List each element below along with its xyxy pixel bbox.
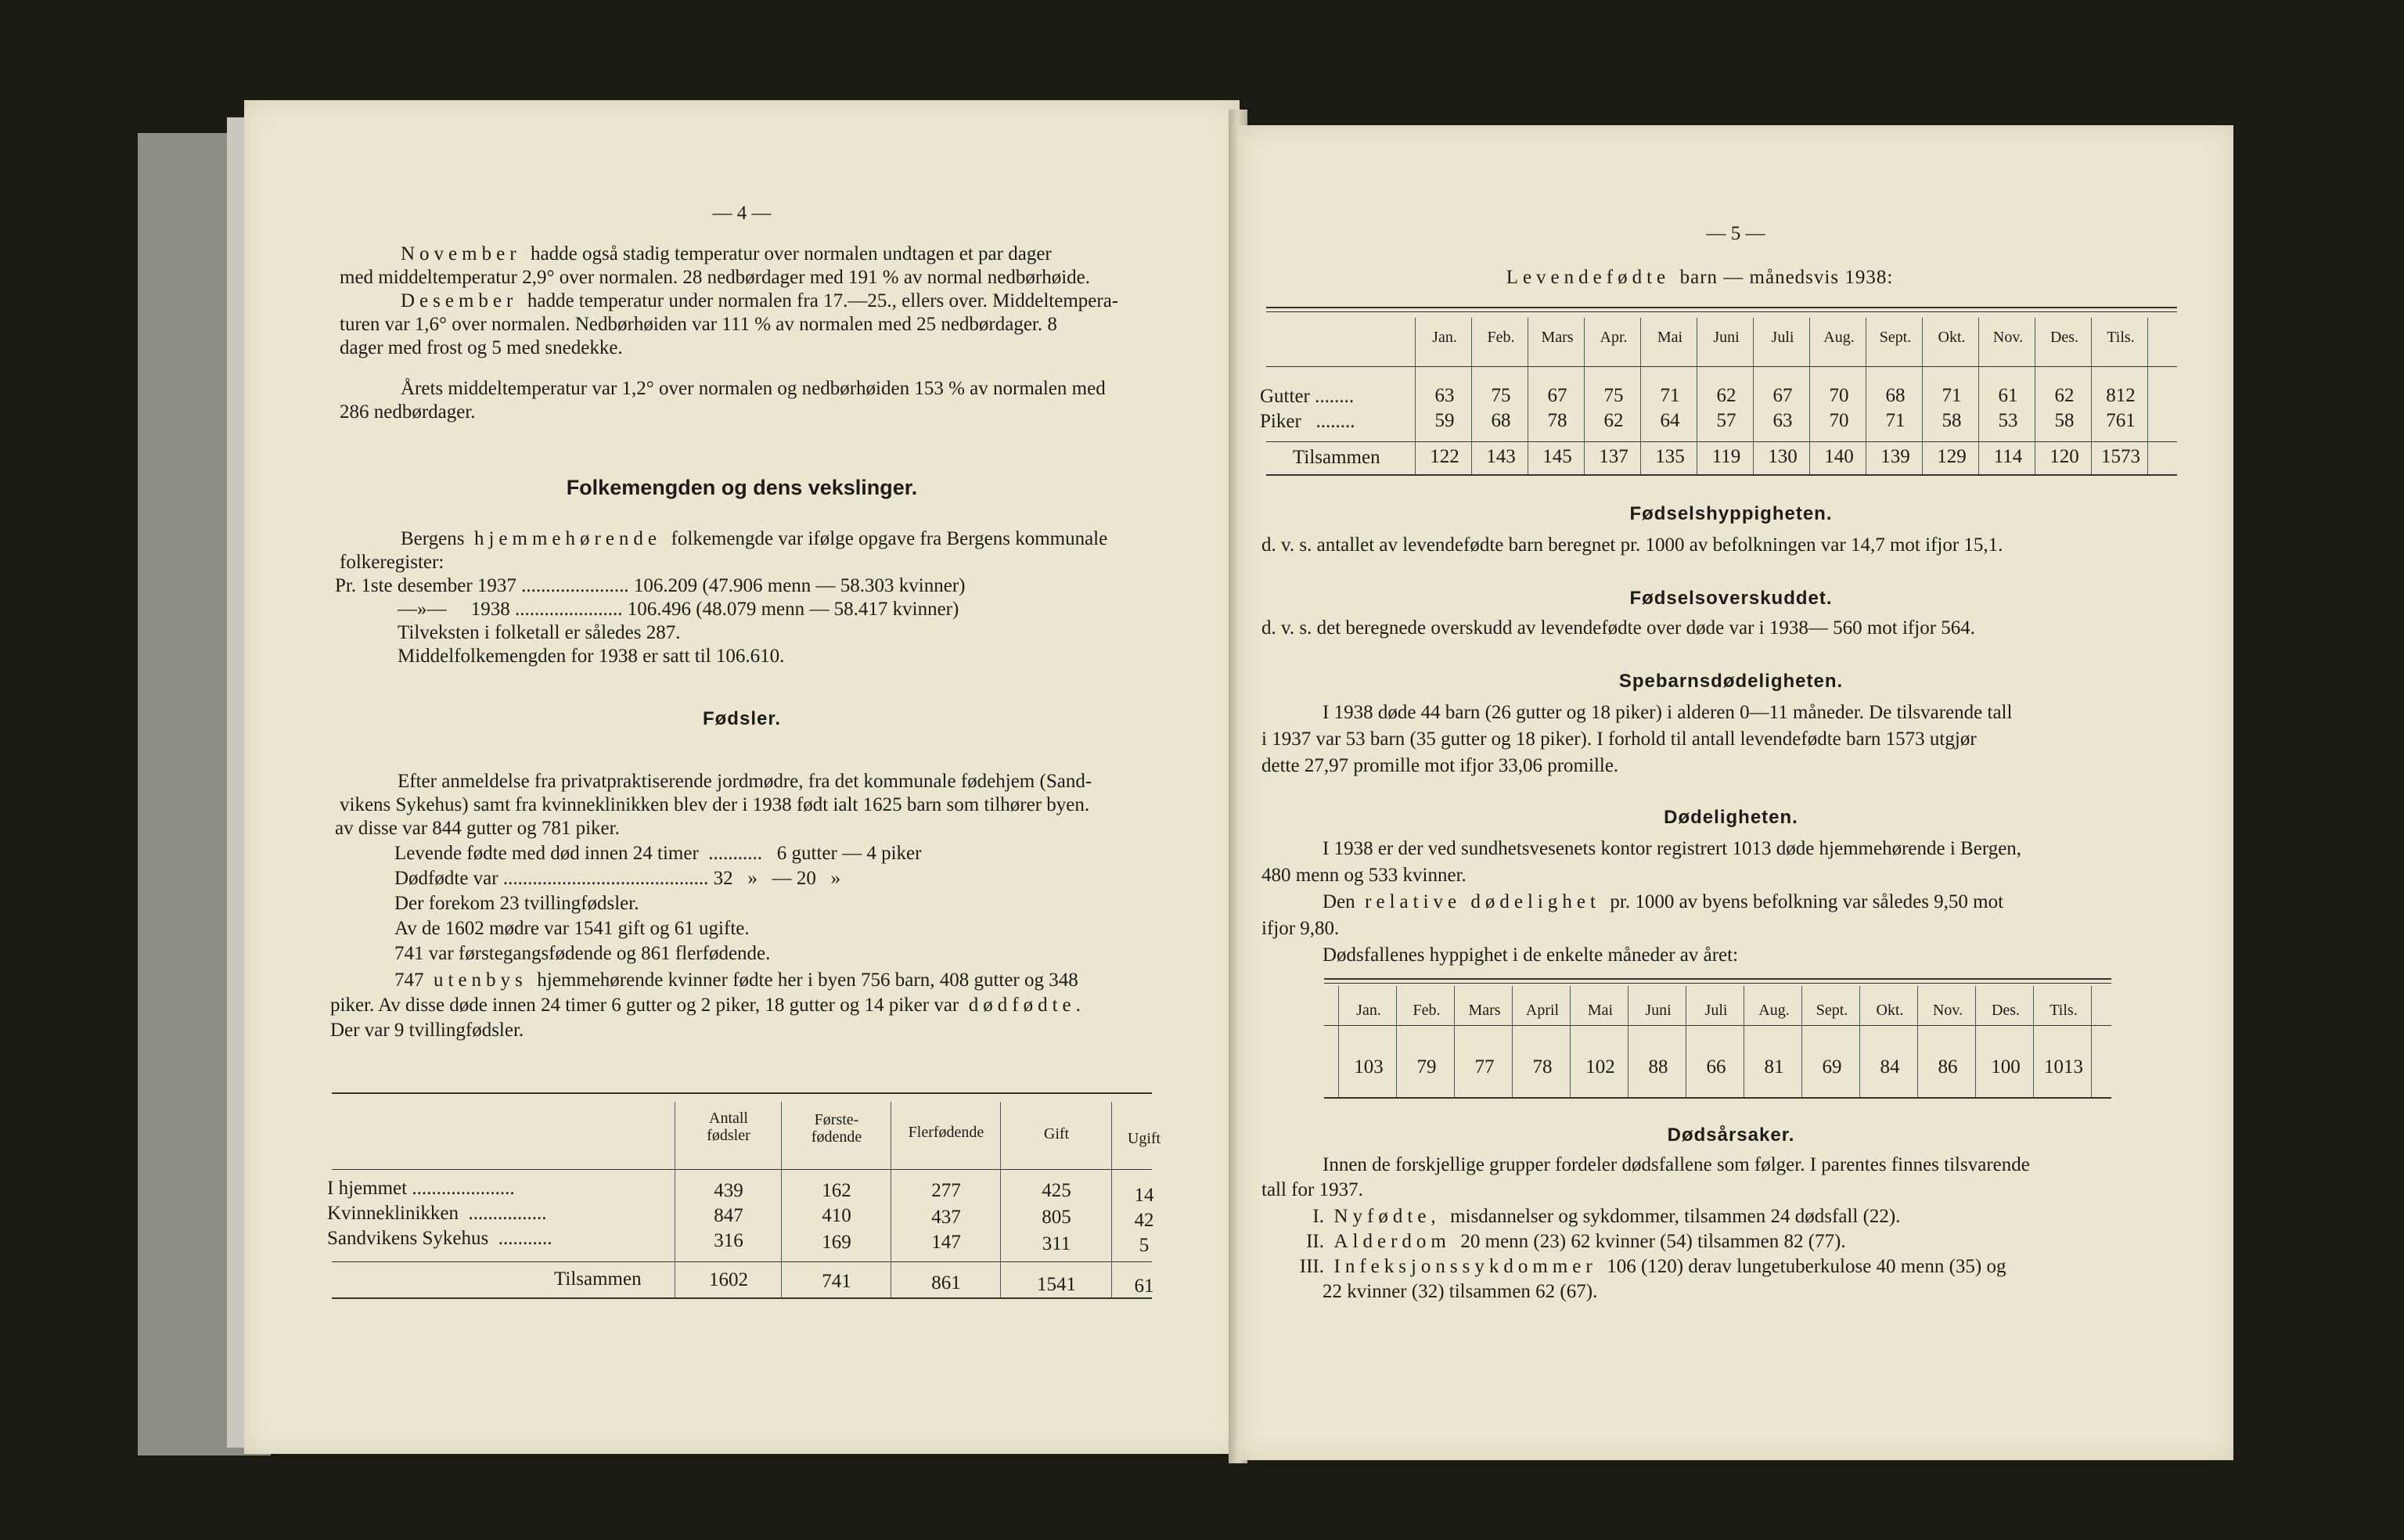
para-aar-line1: Årets middeltemperatur var 1,2° over normalen og nedbørhøiden 153 % av normalen med [401, 378, 1106, 399]
cell: 78 [1532, 1056, 1553, 1078]
fodsler-line1: Efter anmeldelse fra privatpraktiserende jordmødre, fra det kommunale fødehjem (Sand- [398, 771, 1092, 792]
cell: 71 [1660, 385, 1680, 406]
cell: 63 [1772, 410, 1793, 431]
cell: 437 [931, 1207, 961, 1228]
table-bottom-rule [332, 1297, 1152, 1299]
month-header: Aug. [1823, 329, 1855, 346]
cell: 277 [931, 1180, 961, 1201]
cell: 139 [1880, 446, 1910, 467]
cell: 58 [1942, 410, 1962, 431]
table-col-line [781, 1102, 782, 1297]
heading-fodselsoverskudd: Fødselsoverskuddet. [1629, 588, 1833, 609]
folkemengde-middel: Middelfolkemengden for 1938 er satt til 106.610. [398, 646, 785, 667]
heading-dodelighet: Dødeligheten. [1664, 807, 1798, 828]
cell: 140 [1824, 446, 1854, 467]
spebarn-line2: i 1937 var 53 barn (35 gutter og 18 piker). I forhold til antall levendefødte barn 1573 utgjør [1261, 729, 1977, 750]
table-total-label: Tilsammen [1293, 447, 1380, 468]
cell: 75 [1603, 385, 1624, 406]
cell: 145 [1542, 446, 1572, 467]
month-header: Mai [1587, 1002, 1614, 1019]
right-page [1238, 125, 2233, 1460]
table-col-line [1111, 1102, 1112, 1297]
cell: 68 [1885, 385, 1906, 406]
cell: 61 [1998, 385, 2018, 406]
fodsler-utenbys-line3: Der var 9 tvillingfødsler. [330, 1020, 524, 1041]
list-item: II. Alderdom 20 menn (23) 62 kvinner (54) tilsammen 82 (77). [1306, 1231, 1846, 1252]
table-total-rule [1266, 441, 2177, 442]
month-header: Juni [1645, 1002, 1672, 1019]
table-bottom-rule [1324, 1097, 2111, 1099]
dodelighet-line1: I 1938 er der ved sundhetsvesenets kontor registrert 1013 døde hjemmehørende i Bergen, [1323, 838, 2022, 859]
table-col-line [1415, 318, 1416, 474]
cell: 86 [1938, 1056, 1958, 1078]
month-header: Jan. [1356, 1002, 1381, 1019]
para-desember-line1: Desember hadde temperatur under normalen fra 17.—25., ellers over. Middeltempera- [401, 290, 1119, 311]
cell: 66 [1706, 1056, 1726, 1078]
cell: 63 [1434, 385, 1455, 406]
cell: 71 [1942, 385, 1962, 406]
table-top-rule-2 [1266, 311, 2177, 312]
month-header: Tils. [2107, 329, 2135, 346]
th-antall: Antall fødsler [707, 1110, 750, 1144]
text-fodselsoverskudd: d. v. s. det beregnede overskudd av levendefødte over døde var i 1938— 560 mot ifjor 564. [1261, 617, 1976, 639]
month-header: Sept. [1816, 1002, 1848, 1019]
folkemengde-tilveksten: Tilveksten i folketall er således 287. [398, 622, 681, 643]
heading-folkemengden: Folkemengden og dens vekslinger. [566, 476, 918, 499]
month-header: Okt. [1938, 329, 1966, 346]
month-header: Feb. [1487, 329, 1515, 346]
heading-dodsarsaker: Dødsårsaker. [1667, 1124, 1795, 1146]
cell: 53 [1998, 410, 2018, 431]
month-header: Mars [1541, 329, 1574, 346]
month-header: Feb. [1413, 1002, 1441, 1019]
cell: 75 [1491, 385, 1511, 406]
folkemengde-row2: —»— 1938 ...................... 106.496 (48.079 menn — 58.417 kvinner) [398, 599, 959, 620]
table-top-rule [1324, 978, 2111, 980]
dodelighet-line2: 480 menn og 533 kvinner. [1261, 865, 1467, 886]
month-header: Des. [1991, 1002, 2021, 1019]
table-header-rule [332, 1169, 1152, 1170]
th-forstefodende: Første- fødende [811, 1111, 862, 1146]
dodelighet-line5: Dødsfallenes hyppighet i de enkelte måneder av året: [1323, 945, 1739, 966]
cell: 122 [1430, 446, 1459, 467]
month-header: Des. [2050, 329, 2079, 346]
page-number: — 4 — [712, 203, 772, 224]
heading-fodselshyppighet: Fødselshyppigheten. [1629, 503, 1833, 524]
cell: 59 [1434, 410, 1455, 431]
month-header: Nov. [1992, 329, 2024, 346]
cell: 1573 [2101, 446, 2140, 467]
dodelighet-line3: Den relative dødelighet pr. 1000 av byens befolkning var således 9,50 mot [1323, 891, 2004, 912]
heading-fodsler: Fødsler. [702, 708, 782, 729]
month-header: Mai [1657, 329, 1683, 346]
folkemengde-intro: Bergens hjemmehørende folkemengde var ifølge opgave fra Bergens kommunale [401, 528, 1108, 549]
cell: 61 [1134, 1276, 1154, 1297]
month-header: Okt. [1876, 1002, 1904, 1019]
cell: 58 [2054, 410, 2075, 431]
cell: 311 [1042, 1233, 1071, 1254]
dodsarsaker-intro2: tall for 1937. [1261, 1179, 1363, 1200]
month-header: Apr. [1600, 329, 1628, 346]
fodsler-utenbys-line2: piker. Av disse døde innen 24 timer 6 gutter og 2 piker, 18 gutter og 14 piker var dødfødte. [330, 995, 1085, 1016]
table-header-rule [1324, 1025, 2111, 1026]
cell: 64 [1660, 410, 1680, 431]
month-header: Juli [1771, 329, 1794, 346]
cell: 62 [1603, 410, 1624, 431]
cell: 130 [1768, 446, 1798, 467]
cell: 137 [1599, 446, 1628, 467]
para-desember-line3: dager med frost og 5 med snedekke. [340, 337, 623, 358]
cell: 114 [1993, 446, 2023, 467]
page-number: — 5 — [1706, 223, 1765, 244]
th-gift: Gift [1043, 1125, 1070, 1142]
cell: 103 [1354, 1056, 1384, 1078]
cell: 77 [1474, 1056, 1495, 1078]
cell: 1013 [2044, 1056, 2083, 1078]
cell: 67 [1547, 385, 1567, 406]
list-item-continuation: 22 kvinner (32) tilsammen 62 (67). [1323, 1281, 1598, 1302]
fodsler-levende: Levende fødte med død innen 24 timer ........... 6 gutter — 4 piker [394, 843, 922, 864]
para-desember-line2: turen var 1,6° over normalen. Nedbørhøiden var 111 % av normalen med 25 nedbørdager. 8 [340, 314, 1057, 335]
table-top-rule [1266, 307, 2177, 308]
cell: 316 [714, 1230, 743, 1251]
cell: 67 [1772, 385, 1793, 406]
cell: 84 [1880, 1056, 1900, 1078]
table-row: Sandvikens Sykehus ........... [327, 1228, 552, 1249]
cell: 129 [1937, 446, 1967, 467]
cell: 68 [1491, 410, 1511, 431]
month-header: Aug. [1758, 1002, 1790, 1019]
table-row: I hjemmet ..................... [327, 1178, 515, 1199]
table-row-label: Gutter ........ [1260, 386, 1355, 407]
cell: 861 [931, 1272, 961, 1294]
folkemengde-intro-c: folkeregister: [340, 552, 444, 573]
cell: 410 [822, 1205, 851, 1226]
month-header: Juli [1704, 1002, 1728, 1019]
cell: 135 [1655, 446, 1685, 467]
cell: 62 [1716, 385, 1736, 406]
cell: 79 [1416, 1056, 1437, 1078]
th-ugift: Ugift [1127, 1130, 1161, 1147]
cell: 5 [1139, 1235, 1150, 1256]
table-top-rule [332, 1092, 1152, 1094]
cell: 162 [822, 1180, 851, 1201]
month-header: Sept. [1879, 329, 1912, 346]
table-total-label: Tilsammen [554, 1268, 642, 1290]
table-row-label: Piker ........ [1260, 411, 1355, 432]
fodsler-line3: av disse var 844 gutter og 781 piker. [335, 818, 620, 839]
cell: 69 [1822, 1056, 1842, 1078]
table-row: Kvinneklinikken ................ [327, 1203, 547, 1224]
para-november-line1: November hadde også stadig temperatur over normalen undtagen et par dager [401, 243, 1052, 264]
cell: 847 [714, 1205, 743, 1226]
cell: 1541 [1037, 1274, 1076, 1295]
cell: 78 [1547, 410, 1567, 431]
cell: 42 [1134, 1210, 1154, 1231]
cell: 1602 [709, 1269, 748, 1290]
fodsler-utenbys-line1: 747 utenbys hjemmehørende kvinner fødte her i byen 756 barn, 408 gutter og 348 [394, 970, 1078, 991]
cell: 425 [1042, 1180, 1071, 1201]
spebarn-line3: dette 27,97 promille mot ifjor 33,06 promille. [1261, 755, 1619, 776]
cell: 14 [1134, 1185, 1154, 1206]
fodsler-dodfodte: Dødfødte var .......................................... 32 » — 20 » [394, 868, 841, 889]
list-item: III. Infeksjonssykdommer 106 (120) derav lungetuberkulose 40 menn (35) og [1299, 1256, 2006, 1277]
cell: 439 [714, 1180, 743, 1201]
heading-spebarn: Spebarnsdødeligheten. [1618, 671, 1844, 692]
list-item: I. Nyfødte, misdannelser og sykdommer, tilsammen 24 dødsfall (22). [1312, 1206, 1901, 1227]
para-aar-line2: 286 nedbørdager. [340, 401, 476, 423]
fodsler-forstegang: 741 var førstegangsfødende og 861 flerfødende. [394, 943, 771, 964]
cell: 81 [1764, 1056, 1784, 1078]
text-fodselshyppighet: d. v. s. antallet av levendefødte barn beregnet pr. 1000 av befolkningen var 14,7 mot ifjor 15,1. [1261, 534, 2003, 556]
table-top-rule-2 [1324, 983, 2111, 984]
cell: 812 [2106, 385, 2136, 406]
month-header: Tils. [2050, 1002, 2078, 1019]
cell: 102 [1585, 1056, 1615, 1078]
cell: 88 [1648, 1056, 1668, 1078]
cell: 761 [2106, 410, 2136, 431]
month-header: Jan. [1432, 329, 1457, 346]
cell: 119 [1711, 446, 1741, 467]
dodsarsaker-intro1: Innen de forskjellige grupper fordeler dødsfallene som følger. I parentes finnes tilsvarende [1323, 1154, 2030, 1175]
cell: 741 [822, 1271, 851, 1292]
cell: 62 [2054, 385, 2075, 406]
spebarn-line1: I 1938 døde 44 barn (26 gutter og 18 piker) i alderen 0—11 måneder. De tilsvarende tall [1323, 702, 2013, 723]
fodsler-modre: Av de 1602 mødre var 1541 gift og 61 ugifte. [394, 918, 750, 939]
cell: 70 [1829, 385, 1849, 406]
cell: 120 [2050, 446, 2079, 467]
table-header-rule [1266, 366, 2177, 367]
table-col-line [1338, 986, 1339, 1097]
fodsler-line2: vikens Sykehus) samt fra kvinneklinikken blev der i 1938 født ialt 1625 barn som tilhører byen. [340, 794, 1090, 815]
cell: 100 [1991, 1056, 2021, 1078]
cell: 70 [1829, 410, 1849, 431]
cell: 805 [1042, 1207, 1071, 1228]
fodsler-tvilling: Der forekom 23 tvillingfødsler. [394, 893, 639, 914]
cell: 71 [1885, 410, 1906, 431]
levende-title: Levendefødte barn — månedsvis 1938: [1506, 267, 1894, 288]
cell: 57 [1716, 410, 1736, 431]
th-flerfodende: Flerfødende [908, 1124, 984, 1141]
cell: 147 [931, 1232, 961, 1253]
month-header: Nov. [1932, 1002, 1963, 1019]
table-bottom-rule [1266, 474, 2177, 476]
folkemengde-row1: Pr. 1ste desember 1937 ...................... 106.209 (47.906 menn — 58.303 kvinner) [335, 575, 966, 596]
para-november-line2: med middeltemperatur 2,9° over normalen. 28 nedbørdager med 191 % av normal nedbørhøide. [340, 267, 1091, 288]
month-header: Mars [1468, 1002, 1501, 1019]
cell: 169 [822, 1232, 851, 1253]
month-header: April [1525, 1002, 1560, 1019]
left-page [244, 100, 1240, 1454]
dodelighet-line4: ifjor 9,80. [1261, 918, 1340, 939]
table-total-rule [332, 1261, 1152, 1262]
table-col-line [1000, 1102, 1001, 1297]
cell: 143 [1486, 446, 1516, 467]
month-header: Juni [1713, 329, 1740, 346]
